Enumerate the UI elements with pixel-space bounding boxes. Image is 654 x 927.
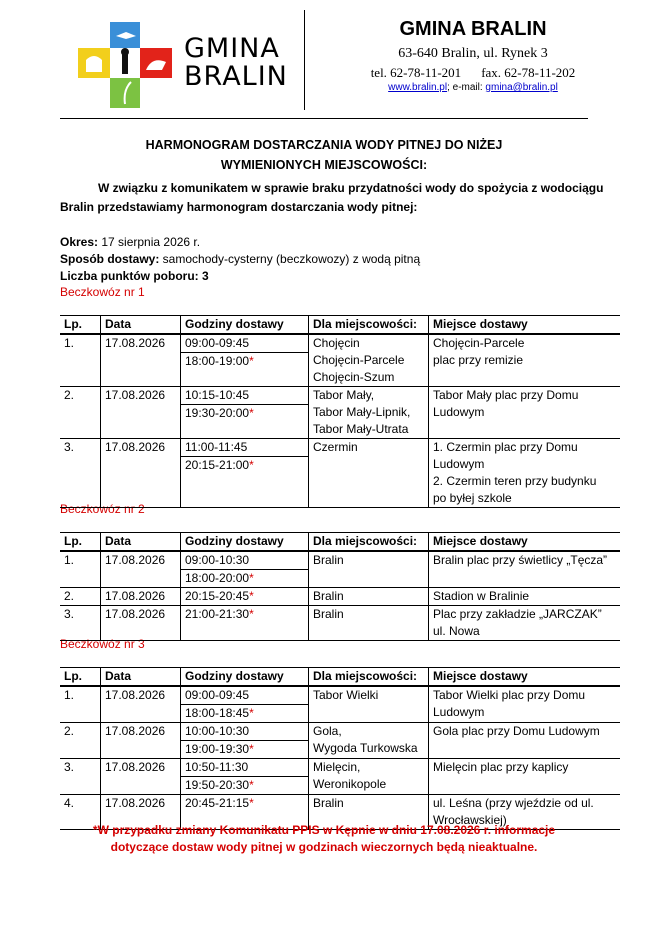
table-row xyxy=(60,551,620,587)
cell-hours xyxy=(180,588,308,605)
cell-hours xyxy=(180,552,308,587)
spot-line: Stadion w Bralinie xyxy=(433,589,530,603)
place-name: Bralin xyxy=(313,607,344,621)
header-cell-hours: Godziny dostawy xyxy=(180,316,308,333)
website-link[interactable]: www.bralin.pl xyxy=(388,82,448,93)
header-cell-date: Data xyxy=(100,533,180,550)
time-range: 10:15-10:45 xyxy=(185,388,250,402)
place-name: Wygoda Turkowska xyxy=(313,741,418,755)
cell-lp: 2. xyxy=(64,724,75,738)
header-cell-place: Dla miejscowości: xyxy=(308,533,428,550)
cell-spot xyxy=(428,588,620,605)
table-header-row xyxy=(60,533,620,551)
header-cell-lp: Lp. xyxy=(64,534,82,548)
brand-line-1: GMINA xyxy=(184,33,280,64)
email-link[interactable]: gmina@bralin.pl xyxy=(485,82,558,93)
cell-lp: 2. xyxy=(64,589,75,603)
spot-line: 2. Czermin teren przy budynku xyxy=(433,474,597,488)
header-cell-lp: Lp. xyxy=(64,669,82,683)
spot-line: Plac przy zakładzie „JARCZAK” xyxy=(433,607,602,621)
header-cell-spot: Miejsce dostawy xyxy=(428,316,620,333)
delivery-time-slot xyxy=(181,404,308,422)
cell-place xyxy=(308,759,428,794)
cell-place xyxy=(308,387,428,438)
cell-spot xyxy=(428,439,620,507)
cell-lp: 3. xyxy=(64,440,75,454)
cell-date: 17.08.2026 xyxy=(100,606,180,640)
time-range: 10:50-11:30 xyxy=(185,760,249,774)
spot-line: Mielęcin plac przy kaplicy xyxy=(433,760,569,774)
cell-lp: 1. xyxy=(64,688,75,702)
place-name: Bralin xyxy=(313,553,344,567)
time-range: 18:00-20:00 xyxy=(185,571,250,585)
cell-place xyxy=(308,552,428,587)
table-row xyxy=(60,438,620,507)
cell-date: 17.08.2026 xyxy=(100,723,180,758)
cell-spot xyxy=(428,759,620,794)
schedule-table-tanker-3 xyxy=(60,667,620,830)
spot-line: po byłej szkole xyxy=(433,491,512,505)
time-range: 09:00-09:45 xyxy=(185,688,250,702)
cell-hours xyxy=(180,687,308,722)
spot-line: Ludowym xyxy=(433,457,485,471)
evening-marker: * xyxy=(249,778,254,792)
delivery-time-slot xyxy=(181,776,308,794)
cell-place xyxy=(308,723,428,758)
place-name: Tabor Mały-Lipnik, xyxy=(313,405,411,419)
header-divider-vertical xyxy=(304,10,305,110)
header-cell-place: Dla miejscowości: xyxy=(308,316,428,333)
delivery-time-slot xyxy=(181,352,308,370)
org-fax: fax. 62-78-11-202 xyxy=(481,65,576,80)
delivery-time-slot xyxy=(181,795,308,812)
gmina-bralin-logo xyxy=(78,22,174,108)
place-name: Czermin xyxy=(313,440,358,454)
cell-date: 17.08.2026 xyxy=(100,387,180,438)
cell-date: 17.08.2026 xyxy=(100,439,180,507)
spot-line: Chojęcin-Parcele xyxy=(433,336,525,350)
cell-lp: 1. xyxy=(64,336,75,350)
cell-hours xyxy=(180,606,308,640)
cell-lp: 1. xyxy=(64,553,75,567)
table-row xyxy=(60,605,620,640)
spot-line: Wrocławskiej) xyxy=(433,813,507,827)
delivery-time-slot xyxy=(181,704,308,722)
header-cell-date: Data xyxy=(100,316,180,333)
spot-line: 1. Czermin plac przy Domu xyxy=(433,440,578,454)
time-range: 18:00-18:45 xyxy=(185,706,250,720)
delivery-time-slot xyxy=(181,588,308,605)
header-cell-spot: Miejsce dostawy xyxy=(428,533,620,550)
evening-marker: * xyxy=(249,406,254,420)
org-address: 63-640 Bralin, ul. Rynek 3 xyxy=(398,46,548,61)
cell-spot xyxy=(428,723,620,758)
section-title-tanker-3: Beczkowóz nr 3 xyxy=(60,637,145,651)
time-range: 18:00-19:00 xyxy=(185,354,250,368)
spot-line: ul. Nowa xyxy=(433,624,480,638)
table-row xyxy=(60,334,620,386)
spot-line: Ludowym xyxy=(433,405,485,419)
period-line xyxy=(60,234,200,251)
header-cell-hours: Godziny dostawy xyxy=(180,668,308,685)
cell-place xyxy=(308,606,428,640)
cell-place xyxy=(308,687,428,722)
org-web-contact xyxy=(308,82,638,93)
cell-date: 17.08.2026 xyxy=(100,588,180,605)
brand-line-2: BRALIN xyxy=(184,61,288,92)
evening-marker: * xyxy=(249,458,254,472)
time-range: 20:45-21:15 xyxy=(185,796,250,810)
table-header-row xyxy=(60,668,620,686)
place-name: Chojęcin-Szum xyxy=(313,370,395,384)
cell-spot xyxy=(428,606,620,640)
cell-hours xyxy=(180,723,308,758)
time-range: 19:00-19:30 xyxy=(185,742,250,756)
spot-line: Ludowym xyxy=(433,705,485,719)
place-name: Chojęcin xyxy=(313,336,360,350)
org-contact-numbers xyxy=(308,65,638,81)
points-count: Liczba punktów poboru: 3 xyxy=(60,269,209,283)
period-value: 17 sierpnia 2026 r. xyxy=(98,235,201,249)
evening-marker: * xyxy=(249,589,254,603)
delivery-time-slot xyxy=(181,740,308,758)
cell-date: 17.08.2026 xyxy=(100,687,180,722)
time-range: 19:30-20:00 xyxy=(185,406,250,420)
cell-hours xyxy=(180,335,308,386)
cell-place xyxy=(308,588,428,605)
evening-marker: * xyxy=(249,354,254,368)
section-title-tanker-1: Beczkowóz nr 1 xyxy=(60,285,145,299)
evening-marker: * xyxy=(249,742,254,756)
evening-marker: * xyxy=(249,571,254,585)
header-cell-lp: Lp. xyxy=(64,317,82,331)
cell-spot xyxy=(428,552,620,587)
schedule-table-tanker-1 xyxy=(60,315,620,508)
delivery-time-slot xyxy=(181,439,308,456)
table-row xyxy=(60,386,620,438)
header-cell-place: Dla miejscowości: xyxy=(308,668,428,685)
header-divider-horizontal xyxy=(60,118,588,119)
cell-spot xyxy=(428,335,620,386)
delivery-method-line xyxy=(60,251,420,268)
delivery-method-label: Sposób dostawy: xyxy=(60,252,160,266)
spot-line: plac przy remizie xyxy=(433,353,524,367)
table-row xyxy=(60,686,620,722)
delivery-time-slot xyxy=(181,723,308,740)
cell-hours xyxy=(180,387,308,438)
delivery-time-slot xyxy=(181,387,308,404)
time-range: 10:00-10:30 xyxy=(185,724,250,738)
footnote-line-2: dotyczące dostaw wody pitnej w godzinach wieczornych będą nieaktualne. xyxy=(110,840,538,854)
cell-spot xyxy=(428,687,620,722)
delivery-time-slot xyxy=(181,335,308,352)
header-cell-spot: Miejsce dostawy xyxy=(428,668,620,685)
header-cell-hours: Godziny dostawy xyxy=(180,533,308,550)
cell-lp: 4. xyxy=(64,796,75,810)
cell-spot xyxy=(428,387,620,438)
section-title-tanker-2: Beczkowóz nr 2 xyxy=(60,502,145,516)
period-label: Okres: xyxy=(60,235,99,249)
place-name: Tabor Mały, xyxy=(313,388,375,402)
cell-date: 17.08.2026 xyxy=(100,795,180,829)
cell-lp: 2. xyxy=(64,388,75,402)
time-range: 11:00-11:45 xyxy=(185,440,248,454)
delivery-time-slot xyxy=(181,456,308,474)
table-row xyxy=(60,758,620,794)
cell-date: 17.08.2026 xyxy=(100,759,180,794)
cell-lp: 3. xyxy=(64,760,75,774)
spot-line: Tabor Wielki plac przy Domu xyxy=(433,688,586,702)
evening-marker: * xyxy=(249,607,254,621)
place-name: Weronikopole xyxy=(313,777,387,791)
delivery-time-slot xyxy=(181,687,308,704)
cell-date: 17.08.2026 xyxy=(100,552,180,587)
table-header-row xyxy=(60,316,620,334)
cell-place xyxy=(308,439,428,507)
time-range: 21:00-21:30 xyxy=(185,607,250,621)
table-row xyxy=(60,722,620,758)
footnote xyxy=(60,822,588,856)
intro-line-2: Bralin przedstawiamy harmonogram dostarczania wody pitnej: xyxy=(60,200,418,214)
email-label: ; e-mail: xyxy=(447,82,483,93)
schedule-table-tanker-2 xyxy=(60,532,620,641)
header-cell-date: Data xyxy=(100,668,180,685)
place-name: Bralin xyxy=(313,589,344,603)
footnote-line-1: *W przypadku zmiany Komunikatu PPIS w Kępnie w dniu 17.08.2026 r. informacje xyxy=(92,823,556,837)
time-range: 19:50-20:30 xyxy=(185,778,250,792)
cell-place xyxy=(308,335,428,386)
place-name: Chojęcin-Parcele xyxy=(313,353,405,367)
spot-line: Tabor Mały plac przy Domu xyxy=(433,388,579,402)
cell-hours xyxy=(180,439,308,507)
evening-marker: * xyxy=(249,706,254,720)
delivery-time-slot xyxy=(181,759,308,776)
place-name: Bralin xyxy=(313,796,344,810)
evening-marker: * xyxy=(249,796,254,810)
intro-line-1: W związku z komunikatem w sprawie braku przydatności wody do spożycia z wodociągu xyxy=(98,181,604,195)
cell-hours xyxy=(180,759,308,794)
delivery-time-slot xyxy=(181,552,308,569)
table-row xyxy=(60,587,620,605)
time-range: 20:15-20:45 xyxy=(185,589,250,603)
document-title-line-2: WYMIENIONYCH MIEJSCOWOŚCI: xyxy=(220,158,428,172)
org-phone: tel. 62-78-11-201 xyxy=(370,65,462,80)
spot-line: Bralin plac przy świetlicy „Tęcza” xyxy=(433,553,608,567)
delivery-time-slot xyxy=(181,606,308,623)
place-name: Tabor Mały-Utrata xyxy=(313,422,409,436)
delivery-method-value: samochody-cysterny (beczkowozy) z wodą pitną xyxy=(159,252,421,266)
place-name: Tabor Wielki xyxy=(313,688,379,702)
time-range: 20:15-21:00 xyxy=(185,458,250,472)
cell-lp: 3. xyxy=(64,607,75,621)
org-name: GMINA BRALIN xyxy=(399,18,547,40)
delivery-time-slot xyxy=(181,569,308,587)
time-range: 09:00-10:30 xyxy=(185,553,250,567)
cell-date: 17.08.2026 xyxy=(100,335,180,386)
spot-line: ul. Leśna (przy wjeździe od ul. xyxy=(433,796,594,810)
document-title-line-1: HARMONOGRAM DOSTARCZANIA WODY PITNEJ DO NIŻEJ xyxy=(145,138,503,152)
place-name: Mielęcin, xyxy=(313,760,361,774)
time-range: 09:00-09:45 xyxy=(185,336,250,350)
spot-line: Gola plac przy Domu Ludowym xyxy=(433,724,600,738)
place-name: Gola, xyxy=(313,724,342,738)
